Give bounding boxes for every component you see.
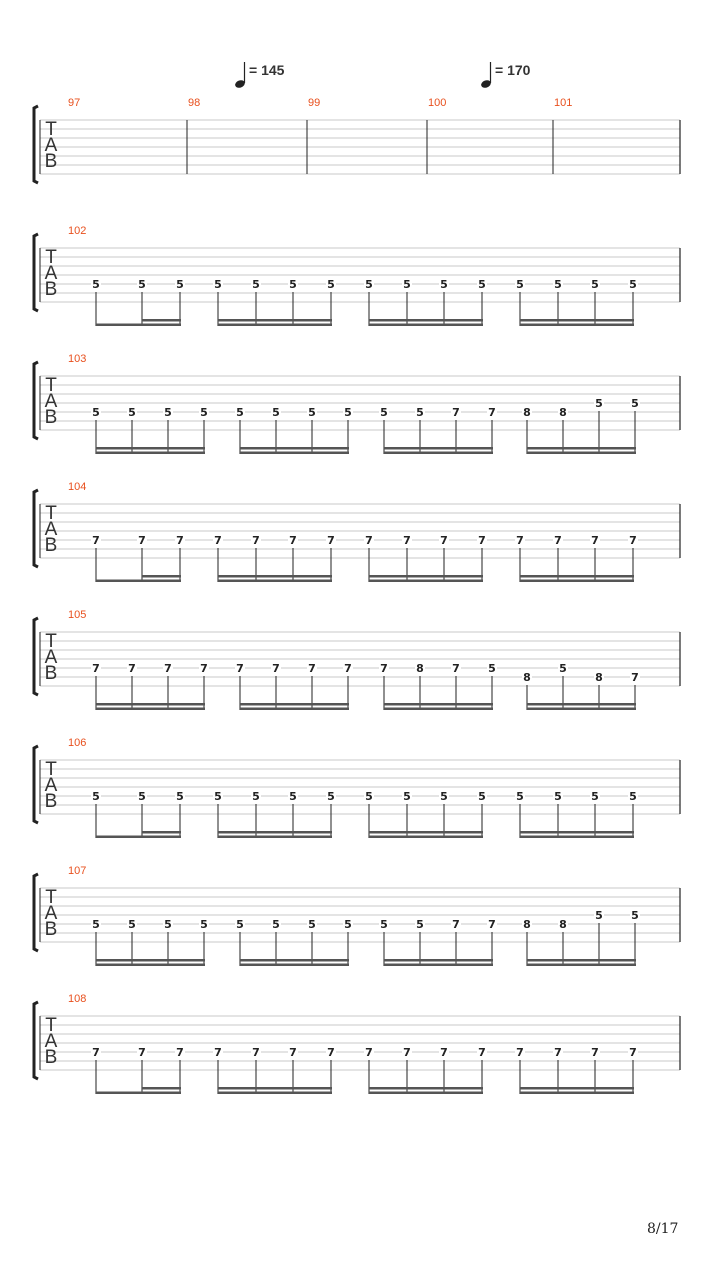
fret-number: 5 xyxy=(128,918,136,931)
fret-number: 5 xyxy=(403,278,411,291)
fret-number: 5 xyxy=(200,918,208,931)
beam xyxy=(369,319,483,322)
beam xyxy=(369,831,483,834)
measure-number: 108 xyxy=(68,993,87,1005)
measure-number: 97 xyxy=(68,97,81,109)
page-number: 8/17 xyxy=(647,1221,679,1237)
tab-clef-letter: B xyxy=(44,535,58,556)
beam xyxy=(240,447,349,450)
fret-number: 5 xyxy=(440,790,448,803)
fret-number: 5 xyxy=(252,790,260,803)
beam xyxy=(527,703,636,706)
tab-clef-letter: A xyxy=(44,391,58,412)
fret-number: 5 xyxy=(591,278,599,291)
fret-number: 7 xyxy=(478,534,486,547)
tab-clef-letter: B xyxy=(44,151,58,172)
fret-number: 7 xyxy=(452,918,460,931)
fret-number: 7 xyxy=(629,1046,637,1059)
system-bracket xyxy=(34,746,38,823)
fret-number: 5 xyxy=(488,662,496,675)
staff-system xyxy=(34,737,680,838)
beam xyxy=(384,708,493,711)
fret-number: 5 xyxy=(478,790,486,803)
beam xyxy=(142,575,181,578)
beam xyxy=(520,324,634,327)
staff-system xyxy=(34,225,680,326)
fret-number: 8 xyxy=(523,918,531,931)
measure-number: 101 xyxy=(554,97,573,109)
tab-clef-letter: B xyxy=(44,919,58,940)
fret-number: 5 xyxy=(554,278,562,291)
tab-clef-letter: T xyxy=(45,887,57,908)
fret-number: 5 xyxy=(591,790,599,803)
fret-number: 7 xyxy=(403,534,411,547)
fret-number: 7 xyxy=(200,662,208,675)
beam xyxy=(96,708,205,711)
beam xyxy=(369,1092,483,1095)
fret-number: 7 xyxy=(478,1046,486,1059)
measure-number: 100 xyxy=(428,97,447,109)
beam xyxy=(240,959,349,962)
tab-clef-letter: A xyxy=(44,903,58,924)
measure-number: 105 xyxy=(68,609,87,621)
fret-number: 7 xyxy=(516,534,524,547)
fret-number: 7 xyxy=(591,534,599,547)
tab-clef-letter: T xyxy=(45,375,57,396)
fret-number: 5 xyxy=(128,406,136,419)
beam xyxy=(96,452,205,455)
fret-number: 7 xyxy=(591,1046,599,1059)
fret-number: 7 xyxy=(272,662,280,675)
beam xyxy=(384,447,493,450)
beam xyxy=(527,964,636,967)
staff-system xyxy=(34,353,680,454)
fret-number: 8 xyxy=(595,671,603,684)
fret-number: 7 xyxy=(344,662,352,675)
tab-clef-letter: T xyxy=(45,1015,57,1036)
measure-number: 99 xyxy=(308,97,321,109)
system-bracket xyxy=(34,874,38,951)
beam xyxy=(96,836,181,839)
tab-clef-letter: B xyxy=(44,791,58,812)
tempo-mark xyxy=(480,62,531,89)
beam xyxy=(384,959,493,962)
fret-number: 7 xyxy=(516,1046,524,1059)
fret-number: 5 xyxy=(629,790,637,803)
beam xyxy=(142,1087,181,1090)
tempo-mark xyxy=(234,62,285,89)
fret-number: 7 xyxy=(92,534,100,547)
beam xyxy=(218,319,332,322)
fret-number: 7 xyxy=(488,406,496,419)
fret-number: 7 xyxy=(365,534,373,547)
fret-number: 7 xyxy=(452,662,460,675)
fret-number: 7 xyxy=(289,1046,297,1059)
fret-number: 7 xyxy=(214,534,222,547)
fret-number: 7 xyxy=(289,534,297,547)
fret-number: 5 xyxy=(327,278,335,291)
fret-number: 5 xyxy=(403,790,411,803)
beam xyxy=(384,964,493,967)
fret-number: 5 xyxy=(176,278,184,291)
fret-number: 5 xyxy=(138,278,146,291)
beam xyxy=(240,452,349,455)
fret-number: 7 xyxy=(252,534,260,547)
beam xyxy=(520,1092,634,1095)
beam xyxy=(520,575,634,578)
beam xyxy=(142,319,181,322)
beam xyxy=(96,964,205,967)
beam xyxy=(96,959,205,962)
fret-number: 7 xyxy=(629,534,637,547)
fret-number: 5 xyxy=(416,406,424,419)
beam xyxy=(96,447,205,450)
fret-number: 7 xyxy=(440,1046,448,1059)
fret-number: 7 xyxy=(554,1046,562,1059)
fret-number: 7 xyxy=(631,671,639,684)
beam xyxy=(218,580,332,583)
fret-number: 8 xyxy=(523,406,531,419)
measure-number: 106 xyxy=(68,737,87,749)
beam xyxy=(520,836,634,839)
beam xyxy=(96,324,181,327)
fret-number: 5 xyxy=(327,790,335,803)
beam xyxy=(527,708,636,711)
tab-clef-letter: T xyxy=(45,247,57,268)
measure-number: 98 xyxy=(188,97,201,109)
fret-number: 7 xyxy=(214,1046,222,1059)
fret-number: 7 xyxy=(176,1046,184,1059)
fret-number: 5 xyxy=(236,406,244,419)
beam xyxy=(520,580,634,583)
fret-number: 5 xyxy=(595,909,603,922)
measure-number: 107 xyxy=(68,865,87,877)
system-bracket xyxy=(34,106,38,183)
measure-number: 102 xyxy=(68,225,87,237)
fret-number: 5 xyxy=(252,278,260,291)
beam xyxy=(142,831,181,834)
measure-number: 104 xyxy=(68,481,87,493)
tempo-text: = 145 xyxy=(249,62,285,78)
beam xyxy=(369,1087,483,1090)
system-bracket xyxy=(34,618,38,695)
staff-system xyxy=(34,993,680,1094)
fret-number: 5 xyxy=(92,278,100,291)
tab-clef-letter: A xyxy=(44,647,58,668)
system-bracket xyxy=(34,362,38,439)
beam xyxy=(96,703,205,706)
beam xyxy=(218,836,332,839)
beam xyxy=(369,575,483,578)
fret-number: 7 xyxy=(488,918,496,931)
fret-number: 7 xyxy=(452,406,460,419)
fret-number: 5 xyxy=(272,918,280,931)
fret-number: 5 xyxy=(516,278,524,291)
fret-number: 5 xyxy=(308,918,316,931)
beam xyxy=(527,452,636,455)
beam xyxy=(520,319,634,322)
fret-number: 5 xyxy=(380,918,388,931)
tab-clef-letter: B xyxy=(44,1047,58,1068)
beam xyxy=(384,452,493,455)
beam xyxy=(369,324,483,327)
fret-number: 5 xyxy=(289,278,297,291)
tab-clef-letter: A xyxy=(44,519,58,540)
tab-clef-letter: B xyxy=(44,407,58,428)
fret-number: 5 xyxy=(595,397,603,410)
beam xyxy=(384,703,493,706)
fret-number: 7 xyxy=(403,1046,411,1059)
fret-number: 5 xyxy=(214,278,222,291)
fret-number: 5 xyxy=(365,790,373,803)
beam xyxy=(218,1092,332,1095)
fret-number: 5 xyxy=(92,406,100,419)
fret-number: 5 xyxy=(272,406,280,419)
fret-number: 8 xyxy=(523,671,531,684)
fret-number: 5 xyxy=(554,790,562,803)
tempo-text: = 170 xyxy=(495,62,531,78)
beam xyxy=(218,575,332,578)
staff-system xyxy=(34,865,680,966)
beam xyxy=(218,1087,332,1090)
fret-number: 7 xyxy=(138,534,146,547)
beam xyxy=(527,959,636,962)
tab-clef-letter: T xyxy=(45,759,57,780)
beam xyxy=(240,703,349,706)
beam xyxy=(520,1087,634,1090)
fret-number: 5 xyxy=(629,278,637,291)
fret-number: 5 xyxy=(344,406,352,419)
beam xyxy=(218,831,332,834)
fret-number: 7 xyxy=(164,662,172,675)
fret-number: 7 xyxy=(440,534,448,547)
system-bracket xyxy=(34,490,38,567)
fret-number: 5 xyxy=(516,790,524,803)
beam xyxy=(240,964,349,967)
fret-number: 5 xyxy=(164,406,172,419)
staff-system xyxy=(34,97,680,183)
beam xyxy=(369,580,483,583)
fret-number: 7 xyxy=(252,1046,260,1059)
fret-number: 7 xyxy=(308,662,316,675)
fret-number: 7 xyxy=(128,662,136,675)
beam xyxy=(218,324,332,327)
fret-number: 5 xyxy=(344,918,352,931)
tab-clef-letter: A xyxy=(44,135,58,156)
fret-number: 7 xyxy=(236,662,244,675)
fret-number: 5 xyxy=(308,406,316,419)
fret-number: 5 xyxy=(289,790,297,803)
tab-clef-letter: A xyxy=(44,1031,58,1052)
fret-number: 5 xyxy=(138,790,146,803)
tab-clef-letter: T xyxy=(45,631,57,652)
fret-number: 5 xyxy=(478,278,486,291)
fret-number: 7 xyxy=(554,534,562,547)
beam xyxy=(96,580,181,583)
tab-clef-letter: B xyxy=(44,279,58,300)
fret-number: 7 xyxy=(92,662,100,675)
beam xyxy=(520,831,634,834)
staff-system xyxy=(34,609,680,710)
fret-number: 7 xyxy=(380,662,388,675)
fret-number: 5 xyxy=(214,790,222,803)
beam xyxy=(527,447,636,450)
fret-number: 5 xyxy=(365,278,373,291)
fret-number: 8 xyxy=(559,918,567,931)
fret-number: 7 xyxy=(327,534,335,547)
fret-number: 5 xyxy=(164,918,172,931)
tab-clef-letter: B xyxy=(44,663,58,684)
system-bracket xyxy=(34,1002,38,1079)
fret-number: 5 xyxy=(440,278,448,291)
tab-clef-letter: T xyxy=(45,119,57,140)
beam xyxy=(369,836,483,839)
staff-system xyxy=(34,481,680,582)
fret-number: 8 xyxy=(416,662,424,675)
fret-number: 5 xyxy=(631,909,639,922)
beam xyxy=(240,708,349,711)
fret-number: 5 xyxy=(92,790,100,803)
fret-number: 7 xyxy=(365,1046,373,1059)
fret-number: 5 xyxy=(559,662,567,675)
tab-clef-letter: A xyxy=(44,775,58,796)
system-bracket xyxy=(34,234,38,311)
tab-clef-letter: T xyxy=(45,503,57,524)
fret-number: 5 xyxy=(176,790,184,803)
tab-clef-letter: A xyxy=(44,263,58,284)
fret-number: 7 xyxy=(176,534,184,547)
fret-number: 5 xyxy=(416,918,424,931)
fret-number: 8 xyxy=(559,406,567,419)
fret-number: 5 xyxy=(631,397,639,410)
beam xyxy=(96,1092,181,1095)
fret-number: 5 xyxy=(92,918,100,931)
measure-number: 103 xyxy=(68,353,87,365)
fret-number: 7 xyxy=(138,1046,146,1059)
fret-number: 7 xyxy=(327,1046,335,1059)
fret-number: 5 xyxy=(200,406,208,419)
fret-number: 5 xyxy=(380,406,388,419)
fret-number: 7 xyxy=(92,1046,100,1059)
fret-number: 5 xyxy=(236,918,244,931)
